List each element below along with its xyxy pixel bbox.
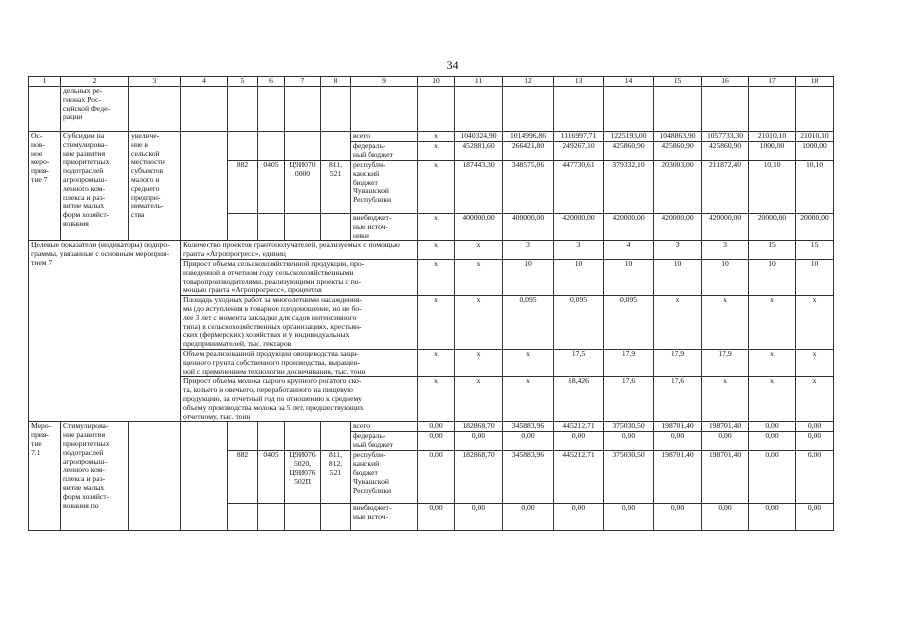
event-7-number: Ос- нов- ное меро- прия- тие 7 — [29, 132, 61, 241]
value-cell: x — [418, 377, 455, 422]
table-cell — [503, 87, 554, 132]
column-header: 2 — [61, 77, 129, 87]
csr-code: Ц9И076 5020, Ц9И076 502П — [285, 451, 321, 504]
target-row — [29, 241, 834, 260]
value-cell: 3 — [554, 241, 604, 260]
column-header: 17 — [749, 77, 796, 87]
value-cell: 1057733,30 — [702, 132, 749, 142]
column-header: 1 — [29, 77, 61, 87]
value-cell: 17,9 — [654, 349, 702, 376]
grbs-code: 882 — [228, 451, 258, 504]
value-cell: 0,00 — [796, 504, 834, 531]
funding-source: республи- канский бюджет Чувашской Республики — [351, 161, 418, 214]
value-cell: 3 — [503, 241, 554, 260]
value-cell: 345883,96 — [503, 451, 554, 504]
indicator-name: Прирост объема молока сырого крупного рогатого ско- та, козьего и овечьего, переработанного на пищевую продукцию, за отчетный год по отношению к среднему объему производства молока за 5 лет, предшествующих отчетному, тыс. тонн — [181, 377, 418, 422]
value-cell: 10 — [749, 259, 796, 295]
table-cell — [258, 87, 285, 132]
event-7-1-row — [29, 422, 834, 432]
event-7-row — [29, 132, 834, 142]
value-cell: x — [749, 349, 796, 376]
value-cell: 447730,61 — [554, 161, 604, 214]
value-cell: 0,095 — [554, 296, 604, 350]
value-cell: 0,00 — [749, 504, 796, 531]
column-header: 14 — [604, 77, 654, 87]
column-header: 6 — [258, 77, 285, 87]
table-cell — [654, 87, 702, 132]
value-cell: 18,426 — [554, 377, 604, 422]
indicator-name: Количество проектов грантополучателей, реализуемых с помощью гранта «Агропрогресс», единиц — [181, 241, 418, 260]
header-row — [29, 77, 834, 87]
value-cell: 0,00 — [418, 504, 455, 531]
table-cell — [321, 504, 351, 531]
value-cell: 0,00 — [654, 504, 702, 531]
event-7-title: Субсидии на стимулирова- ние развития приоритетных подотраслей агропромыш- ленного ком- плекса и раз- витие малых форм хозяйст- вования — [61, 132, 129, 241]
value-cell: 0,00 — [503, 504, 554, 531]
value-cell: x — [418, 349, 455, 376]
vr-code: 811, 812, 521 — [321, 451, 351, 504]
indicator-name: Объем реализованной продукции овощеводства защи- щенного грунта собственного производства, выращен- ной с применением технологии досвечивания, тыс. тонн — [181, 349, 418, 376]
page-number: 34 — [446, 58, 459, 72]
value-cell: 211872,40 — [702, 161, 749, 214]
value-cell: 10 — [604, 259, 654, 295]
table-cell — [321, 142, 351, 161]
value-cell: 10,10 — [796, 161, 834, 214]
column-header: 9 — [351, 77, 418, 87]
table-cell — [228, 214, 258, 241]
value-cell: 17,6 — [654, 377, 702, 422]
value-cell: x — [418, 259, 455, 295]
column-header: 4 — [181, 77, 228, 87]
table-cell — [321, 87, 351, 132]
value-cell: 187443,30 — [455, 161, 503, 214]
value-cell: 3 — [702, 241, 749, 260]
table-cell — [351, 87, 418, 132]
value-cell: x — [455, 241, 503, 260]
table-cell — [29, 87, 61, 132]
value-cell: 10 — [503, 259, 554, 295]
value-cell: 420000,00 — [654, 214, 702, 241]
value-cell: 375030,50 — [604, 422, 654, 432]
value-cell: 266421,80 — [503, 142, 554, 161]
value-cell: 0,00 — [796, 451, 834, 504]
value-cell: 0,00 — [796, 422, 834, 432]
indicator-name: Прирост объема сельскохозяйственной продукции, про- изведенной в отчетном году сельскохозяйственными товаропроизводителями, реализующими проекты с по- мощью гранта «Агропрогресс», процентов — [181, 259, 418, 295]
value-cell: 249267,10 — [554, 142, 604, 161]
table-cell — [796, 87, 834, 132]
value-cell: 400000,00 — [503, 214, 554, 241]
value-cell: 452881,60 — [455, 142, 503, 161]
program-table — [28, 76, 834, 531]
value-cell: 1000,00 — [796, 142, 834, 161]
value-cell: x — [455, 259, 503, 295]
column-header: 5 — [228, 77, 258, 87]
funding-source: всего — [351, 422, 418, 432]
value-cell: 345883,96 — [503, 422, 554, 432]
targets-label: Целевые показатели (индикаторы) подпро- граммы, увязанные с основным мероприя- тием 7 — [29, 241, 181, 422]
value-cell: 198701,40 — [702, 422, 749, 432]
funding-source: внебюджет- ные источ- ники — [351, 214, 418, 241]
value-cell: 400000,00 — [455, 214, 503, 241]
column-header: 18 — [796, 77, 834, 87]
value-cell: 10 — [654, 259, 702, 295]
value-cell: 15 — [749, 241, 796, 260]
value-cell: 20000,00 — [796, 214, 834, 241]
funding-source: республи- канский бюджет Чувашской Республики — [351, 451, 418, 504]
value-cell: 1040324,90 — [455, 132, 503, 142]
value-cell: x — [749, 377, 796, 422]
value-cell: 0,00 — [418, 422, 455, 432]
table-cell — [285, 504, 321, 531]
value-cell: 0,00 — [702, 504, 749, 531]
table-cell — [228, 132, 258, 142]
column-header: 10 — [418, 77, 455, 87]
value-cell: 15 — [796, 241, 834, 260]
value-cell: 0,00 — [418, 451, 455, 504]
funding-source: внебюджет- ные источ- — [351, 504, 418, 531]
value-cell: 20000,00 — [749, 214, 796, 241]
value-cell: x — [503, 377, 554, 422]
table-cell — [321, 214, 351, 241]
value-cell: x — [418, 132, 455, 142]
value-cell: x — [702, 296, 749, 350]
value-cell: 420000,00 — [554, 214, 604, 241]
value-cell: 425860,90 — [654, 142, 702, 161]
column-header: 15 — [654, 77, 702, 87]
value-cell: x — [418, 161, 455, 214]
table-cell — [285, 142, 321, 161]
value-cell: 17,5 — [554, 349, 604, 376]
value-cell: 198701,40 — [654, 451, 702, 504]
funding-source: федераль- ный бюджет — [351, 142, 418, 161]
table-cell — [285, 432, 321, 451]
table-cell — [228, 142, 258, 161]
value-cell: 182868,70 — [455, 422, 503, 432]
rzpr-code: 0405 — [258, 161, 285, 214]
value-cell: 0,00 — [554, 504, 604, 531]
value-cell: 0,00 — [554, 432, 604, 451]
event-7-1-title: Стимулирова- ние развития приоритетных подотраслей агропромыш- ленного ком- плекса и раз- витие малых форм хозяйст- вования по — [61, 422, 129, 531]
event-7-1-number: Меро- прия- тие 7.1 — [29, 422, 61, 531]
table-cell — [554, 87, 604, 132]
column-header: 3 — [129, 77, 181, 87]
table-cell — [181, 132, 228, 241]
table-cell — [702, 87, 749, 132]
table-cell — [285, 214, 321, 241]
value-cell: 425860,90 — [604, 142, 654, 161]
table-cell — [181, 422, 228, 531]
value-cell: 203003,00 — [654, 161, 702, 214]
table-cell — [228, 432, 258, 451]
column-header: 16 — [702, 77, 749, 87]
event-7-1-result — [129, 422, 181, 531]
value-cell: 17,6 — [604, 377, 654, 422]
table-cell — [749, 87, 796, 132]
value-cell: 10,10 — [749, 161, 796, 214]
table-cell — [321, 422, 351, 432]
value-cell: 1000,00 — [749, 142, 796, 161]
value-cell: 0,00 — [604, 504, 654, 531]
value-cell: x — [455, 296, 503, 350]
value-cell: 348575,06 — [503, 161, 554, 214]
csr-code: Ц9И070 0000 — [285, 161, 321, 214]
value-cell: 17,9 — [604, 349, 654, 376]
value-cell: 445212,71 — [554, 422, 604, 432]
value-cell: 21010,10 — [796, 132, 834, 142]
value-cell: 21010,10 — [749, 132, 796, 142]
table-cell — [258, 432, 285, 451]
value-cell: x — [702, 377, 749, 422]
value-cell: 0,00 — [749, 422, 796, 432]
value-cell: 198701,40 — [654, 422, 702, 432]
value-cell: 0,00 — [749, 451, 796, 504]
table-cell — [228, 422, 258, 432]
value-cell: 0,00 — [796, 432, 834, 451]
value-cell: 0,00 — [455, 432, 503, 451]
rzpr-code: 0405 — [258, 451, 285, 504]
event-7-result: увеличе- ние в сельской местности субъектов малого и среднего предпри- ниматель- ства — [129, 132, 181, 241]
value-cell: x — [796, 377, 834, 422]
table-cell — [228, 504, 258, 531]
continuation-text: дельных ре- гионах Рос- сийской Феде- рации — [61, 87, 129, 132]
table-cell — [285, 132, 321, 142]
table-cell — [418, 87, 455, 132]
table-cell — [258, 504, 285, 531]
table-cell — [455, 87, 503, 132]
value-cell: x — [749, 296, 796, 350]
table-cell — [258, 132, 285, 142]
value-cell: x — [455, 377, 503, 422]
value-cell: 10 — [702, 259, 749, 295]
value-cell: 1225193,00 — [604, 132, 654, 142]
value-cell: x — [418, 214, 455, 241]
value-cell: 0,00 — [654, 432, 702, 451]
value-cell: 1116997,71 — [554, 132, 604, 142]
value-cell: 379332,10 — [604, 161, 654, 214]
table-cell — [604, 87, 654, 132]
value-cell: 1014996,86 — [503, 132, 554, 142]
value-cell: 420000,00 — [604, 214, 654, 241]
value-cell: 4 — [604, 241, 654, 260]
value-cell: x — [418, 296, 455, 350]
value-cell: 420000,00 — [702, 214, 749, 241]
column-header: 7 — [285, 77, 321, 87]
value-cell: 375030,50 — [604, 451, 654, 504]
funding-source: федераль- ный бюджет — [351, 432, 418, 451]
table-cell — [285, 87, 321, 132]
value-cell: 17,9 — [702, 349, 749, 376]
value-cell: 10 — [796, 259, 834, 295]
table-cell — [228, 87, 258, 132]
value-cell: 0,00 — [455, 504, 503, 531]
value-cell: 198701,40 — [702, 451, 749, 504]
funding-source: всего — [351, 132, 418, 142]
value-cell: 0,00 — [503, 432, 554, 451]
vr-code: 811, 521 — [321, 161, 351, 214]
grbs-code: 882 — [228, 161, 258, 214]
value-cell: x — [796, 296, 834, 350]
table-cell — [181, 87, 228, 132]
value-cell: 0,00 — [418, 432, 455, 451]
continuation-row — [29, 87, 834, 132]
value-cell: x — [418, 241, 455, 260]
table-cell — [285, 422, 321, 432]
column-header: 8 — [321, 77, 351, 87]
value-cell: x — [796, 349, 834, 376]
table-cell — [258, 422, 285, 432]
value-cell: 3 — [654, 241, 702, 260]
value-cell: 445212,71 — [554, 451, 604, 504]
column-header: 12 — [503, 77, 554, 87]
value-cell: 0,00 — [749, 432, 796, 451]
column-header: 13 — [554, 77, 604, 87]
table-cell — [258, 142, 285, 161]
value-cell: 0,00 — [604, 432, 654, 451]
table-cell — [321, 132, 351, 142]
value-cell: x — [455, 349, 503, 376]
table-cell — [321, 432, 351, 451]
value-cell: 0,095 — [503, 296, 554, 350]
value-cell: 1048863,90 — [654, 132, 702, 142]
value-cell: x — [654, 296, 702, 350]
value-cell: 10 — [554, 259, 604, 295]
value-cell: x — [503, 349, 554, 376]
value-cell: 182868,70 — [455, 451, 503, 504]
value-cell: 0,095 — [604, 296, 654, 350]
column-header: 11 — [455, 77, 503, 87]
table-cell — [129, 87, 181, 132]
value-cell: 0,00 — [702, 432, 749, 451]
value-cell: 425860,90 — [702, 142, 749, 161]
indicator-name: Площадь уходных работ за многолетними насаждения- ми (до вступления в товарное плодоношение, но не бо- лее 3 лет с момента закладки для садов интенсивного типа) в сельскохозяйственных организациях, крестьян- ских (фермерских) хозяйствах и у индивидуальных предпринимателей, тыс. гектаров — [181, 296, 418, 350]
value-cell: x — [418, 142, 455, 161]
table-cell — [258, 214, 285, 241]
